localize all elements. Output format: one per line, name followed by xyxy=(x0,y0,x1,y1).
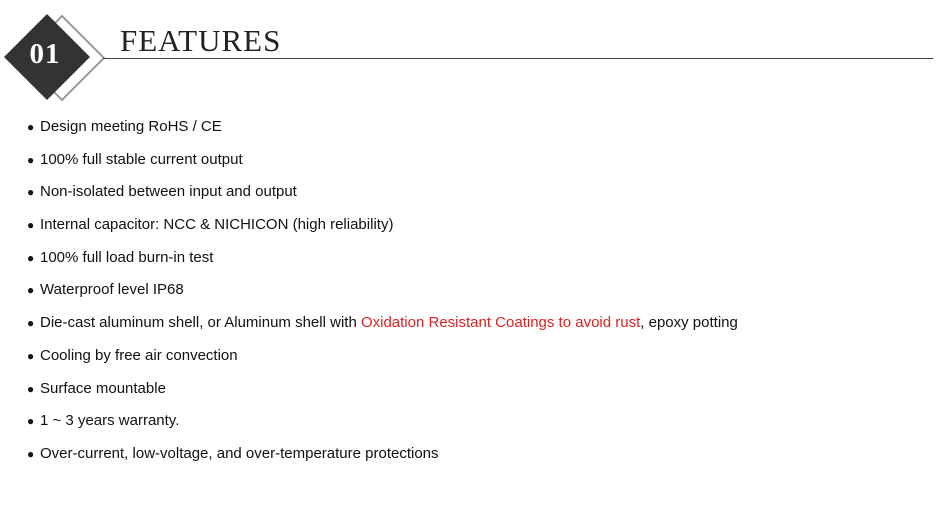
bullet-icon: ● xyxy=(27,381,35,396)
feature-text: Over-current, low-voltage, and over-temperature protections xyxy=(40,444,439,462)
feature-text-before: Die-cast aluminum shell, or Aluminum shell with xyxy=(40,314,361,332)
feature-item xyxy=(27,378,738,411)
feature-item xyxy=(27,410,738,443)
feature-text: Waterproof level IP68 xyxy=(40,281,184,299)
feature-item xyxy=(27,116,738,149)
bullet-icon: ● xyxy=(27,152,35,167)
feature-item xyxy=(27,443,738,476)
title-divider xyxy=(103,58,933,59)
feature-item xyxy=(27,181,738,214)
bullet-icon: ● xyxy=(27,414,35,429)
feature-text: 100% full load burn-in test xyxy=(40,248,214,266)
section-header xyxy=(0,0,950,110)
feature-text: 100% full stable current output xyxy=(40,150,243,168)
feature-list xyxy=(27,116,738,476)
feature-text: Internal capacitor: NCC & NICHICON (high reliability) xyxy=(40,216,394,234)
feature-item xyxy=(27,149,738,182)
bullet-icon: ● xyxy=(27,283,35,298)
feature-text: Cooling by free air convection xyxy=(40,346,238,364)
feature-item xyxy=(27,247,738,280)
section-title: FEATURES xyxy=(120,23,282,58)
feature-item xyxy=(27,345,738,378)
feature-item xyxy=(27,312,738,345)
bullet-icon: ● xyxy=(27,218,35,233)
bullet-icon: ● xyxy=(27,348,35,363)
feature-text: 1 ~ 3 years warranty. xyxy=(40,412,180,430)
bullet-icon: ● xyxy=(27,120,35,134)
feature-text: Design meeting RoHS / CE xyxy=(40,118,222,135)
feature-text-after: , epoxy potting xyxy=(640,314,738,332)
feature-text: Non-isolated between input and output xyxy=(40,183,297,201)
feature-text: Surface mountable xyxy=(40,379,166,397)
bullet-icon: ● xyxy=(27,250,35,265)
bullet-icon: ● xyxy=(27,446,35,461)
feature-highlight-text: Oxidation Resistant Coatings to avoid rust xyxy=(360,314,641,332)
section-number-badge xyxy=(0,0,110,110)
feature-item xyxy=(27,279,738,312)
bullet-icon: ● xyxy=(27,185,35,200)
section-number: 01 xyxy=(29,38,61,70)
feature-item xyxy=(27,214,738,247)
bullet-icon: ● xyxy=(27,316,35,331)
